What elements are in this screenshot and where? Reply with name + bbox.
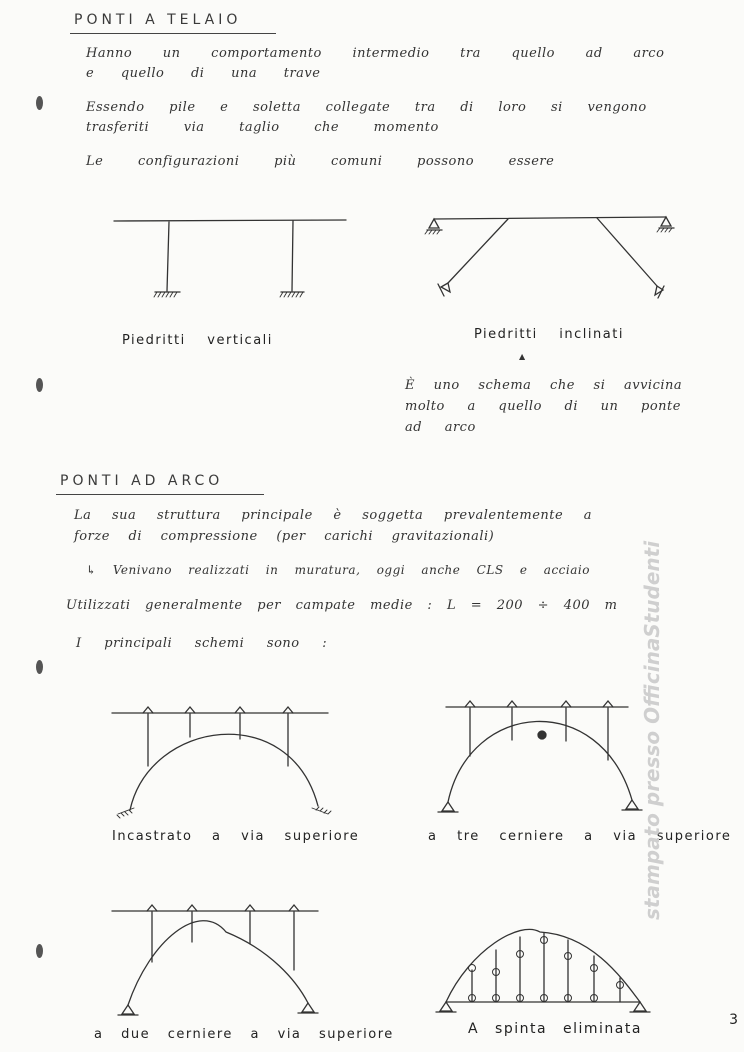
portal-frame-inclined-sketch [425,217,674,298]
text-line: trasferiti via taglio che momento [86,120,439,135]
caption-tre-cerniere: a tre cerniere a via superiore [428,829,732,844]
text-line: forze di compressione (per carichi gravitazionali) [74,529,495,544]
portal-frame-vertical-sketch [114,220,346,297]
caption-spinta-eliminata: A spinta eliminata [468,1021,642,1037]
text-line: ↳ Venivano realizzati in muratura, oggi anche CLS e acciaio [86,563,590,577]
note-line: ad arco [405,420,476,435]
text-line: Le configurazioni più comuni possono essere [86,154,555,169]
text-line: La sua struttura principale è soggetta prevalentemente a [74,508,593,523]
watermark: stampato presso OfficinaStudenti [640,540,664,920]
caption-piedritti-verticali: Piedritti verticali [122,333,273,348]
two-hinged-arch-sketch [112,905,318,1015]
caption-piedritti-inclinati: Piedritti inclinati [474,327,624,342]
text-line: Utilizzati generalmente per campate medie : L = 200 ÷ 400 m [66,598,618,613]
note-line: molto a quello di un ponte [405,399,681,414]
note-line: È uno schema che si avvicina [405,378,683,393]
text-line: Hanno un comportamento intermedio tra quello ad arco [86,46,665,61]
section-title-arco: PONTI AD ARCO [60,473,224,489]
caption-incastrato: Incastrato a via superiore [112,829,360,844]
fixed-arch-sketch [112,707,331,818]
text-line: Essendo pile e soletta collegate tra di loro si vengono [86,100,647,115]
three-hinged-arch-sketch [438,701,642,812]
section-title-telaio: PONTI A TELAIO [74,12,242,28]
page-number: 3 [729,1012,738,1028]
text-line: I principali schemi sono : [76,636,328,651]
caption-due-cerniere: a due cerniere a via superiore [94,1027,394,1042]
text-line: e quello di una trave [86,66,321,81]
arrow-up-icon: ▲ [519,352,526,361]
tied-arch-sketch [436,929,650,1012]
